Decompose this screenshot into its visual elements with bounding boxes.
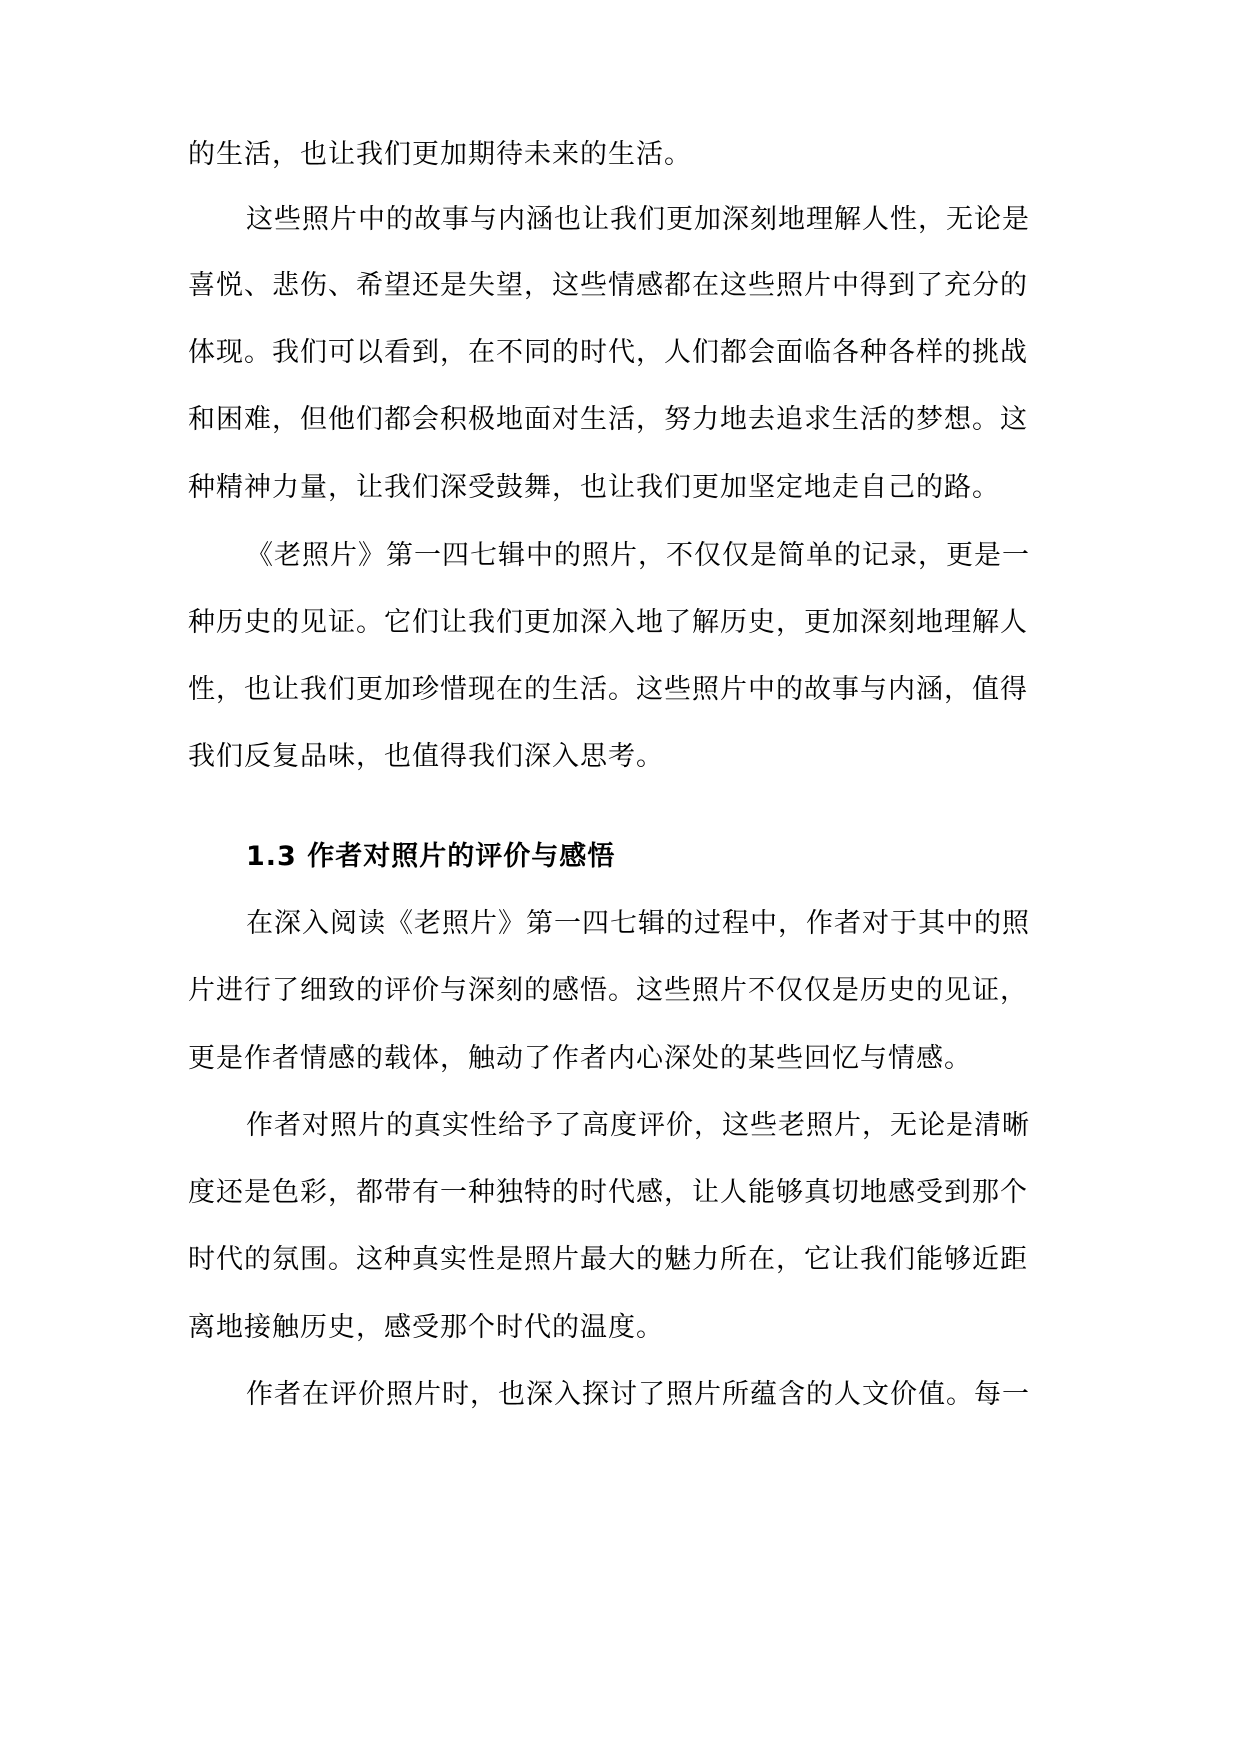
text-line: 时代的氛围。这种真实性是照片最大的魅力所在，它让我们能够近距 <box>188 1244 1028 1275</box>
text-line: 片进行了细致的评价与深刻的感悟。这些照片不仅仅是历史的见证， <box>188 975 1028 1006</box>
text-line: 体现。我们可以看到，在不同的时代，人们都会面临各种各样的挑战 <box>188 337 1028 368</box>
paragraph-first-line: 在深入阅读《老照片》第一四七辑的过程中，作者对于其中的照 <box>246 908 1030 939</box>
paragraph-first-line: 作者对照片的真实性给予了高度评价，这些老照片，无论是清晰 <box>246 1110 1030 1141</box>
paragraph-first-line: 这些照片中的故事与内涵也让我们更加深刻地理解人性，无论是 <box>246 204 1030 235</box>
text-line: 喜悦、悲伤、希望还是失望，这些情感都在这些照片中得到了充分的 <box>188 270 1028 301</box>
text-line: 离地接触历史，感受那个时代的温度。 <box>188 1312 664 1343</box>
text-line: 我们反复品味，也值得我们深入思考。 <box>188 741 664 772</box>
text-line: 种精神力量，让我们深受鼓舞，也让我们更加坚定地走自己的路。 <box>188 472 1000 503</box>
paragraph-first-line: 《老照片》第一四七辑中的照片，不仅仅是简单的记录，更是一 <box>246 540 1030 571</box>
text-line: 更是作者情感的载体，触动了作者内心深处的某些回忆与情感。 <box>188 1043 972 1074</box>
paragraph-first-line: 作者在评价照片时，也深入探讨了照片所蕴含的人文价值。每一 <box>246 1379 1030 1410</box>
text-line: 度还是色彩，都带有一种独特的时代感，让人能够真切地感受到那个 <box>188 1177 1028 1208</box>
text-line: 和困难，但他们都会积极地面对生活，努力地去追求生活的梦想。这 <box>188 404 1028 435</box>
section-heading: 1.3 作者对照片的评价与感悟 <box>246 841 616 872</box>
text-line: 性，也让我们更加珍惜现在的生活。这些照片中的故事与内涵，值得 <box>188 674 1028 705</box>
text-line: 种历史的见证。它们让我们更加深入地了解历史，更加深刻地理解人 <box>188 607 1028 638</box>
text-line: 的生活，也让我们更加期待未来的生活。 <box>188 139 692 170</box>
